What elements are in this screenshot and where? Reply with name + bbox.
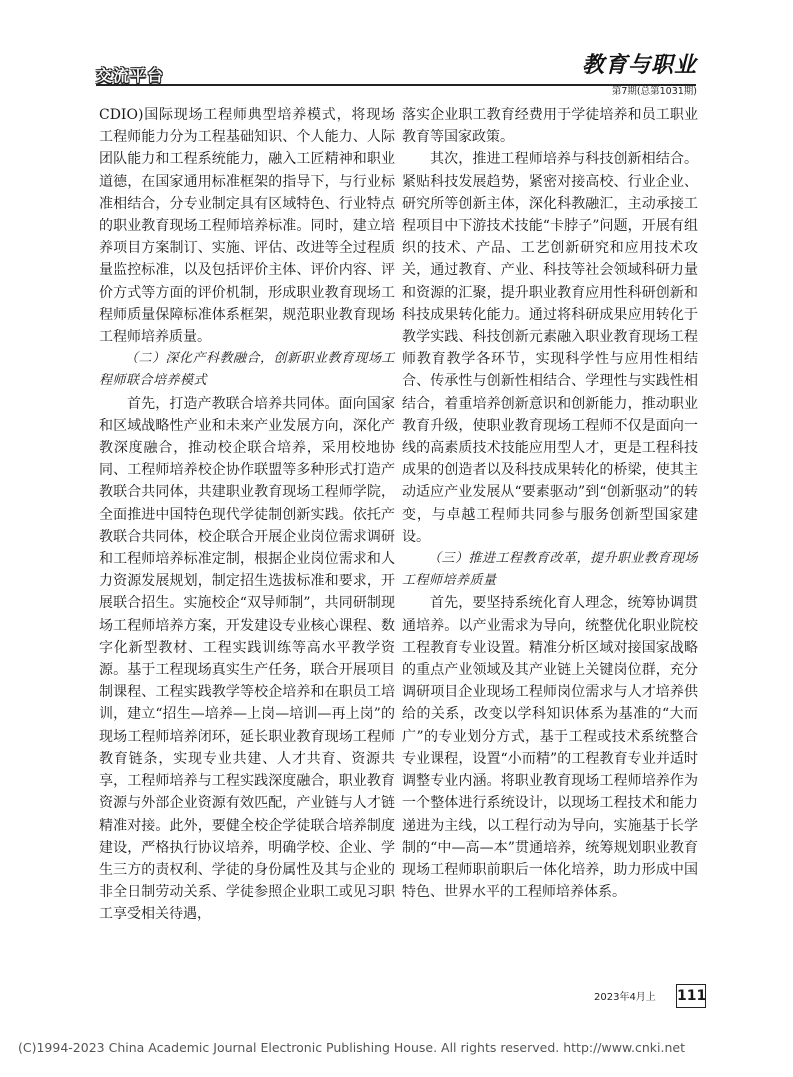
issue-info: 第7期(总第1031期) (611, 86, 697, 97)
page-number: 111 (676, 984, 706, 1008)
paragraph: 首先，打造产教联合培养共同体。面向国家和区域战略性产业和未来产业发展方向，深化产教深度融合，推动校企联合培养，采用校地协同、工程师培养校企协作联盟等多种形式打造产教联合共同体，共建职业教育现场工程师学院，全面推进中国特色现代学徒制创新实践。依托产教联合共同体，校企联合开展企业岗位需求调研和工程师培养标准定制，根据企业岗位需求和人力资源发展规划，制定招生选拔标准和要求，开展联合招生。实施校企“双导师制”，共同研制现场工程师培养方案，开发建设专业核心课程、数字化新型教材、工程实践训练等高水平教学资源。基于工程现场真实生产任务，联合开展项目制课程、工程实践教学等校企培养和在职员工培训，建立“招生—培养—上岗—培训—再上岗”的现场工程师培养闭环，延长职业教育现场工程师教育链条，实现专业共建、人才共育、资源共享，工程师培养与工程实践深度融合，职业教育资源与外部企业资源有效匹配，产业链与人才链精准对接。此外，要健全校企学徒联合培养制度建设，严格执行协议培养，明确学校、企业、学生三方的责权利、学徒的身份属性及其与企业的非全日制劳动关系、学徒参照企业职工或见习职工享受相关待遇， (99, 395, 395, 923)
paragraph: CDIO)国际现场工程师典型培养模式，将现场工程师能力分为工程基础知识、个人能力、人际团队能力和工程系统能力，融入工匠精神和职业道德，在国家通用标准框架的指导下，与行业标准相结合，分专业制定具有区域特色、行业特点的职业教育现场工程师培养标准。同时，建立培养项目方案制订、实施、评估、改进等全过程质量监控标准，以及包括评价主体、评价内容、评价方式等方面的评价机制，形成职业教育现场工程师质量保障标准体系框架，规范职业教育现场工程师培养质量。 (99, 107, 395, 346)
journal-name: 教育与职业 (581, 52, 697, 78)
left-column (99, 104, 395, 926)
issue-date: 2023年4月上 (594, 992, 656, 1003)
right-column (402, 104, 698, 903)
header-rule (96, 84, 696, 86)
section-heading: （二）深化产科教融合，创新职业教育现场工程师联合培养模式 (99, 351, 396, 389)
paragraph: 其次，推进工程师培养与科技创新相结合。紧贴科技发展趋势，紧密对接高校、行业企业、研究所等创新主体，深化科教融汇，主动承接工程项目中下游技术技能“卡脖子”问题，开展有组织的技术、产品、工艺创新研究和应用技术攻关，通过教育、产业、科技等社会领域科研力量和资源的汇聚，提升职业教育应用性科研创新和科技成果转化能力。通过将科研成果应用转化于教学实践、科技创新元素融入职业教育现场工程师教育教学各环节，实现科学性与应用性相结合、传承性与创新性相结合、学理性与实践性相结合，着重培养创新意识和创新能力，推动职业教育升级，使职业教育现场工程师不仅是面向一线的高素质技术技能应用型人才，更是工程科技成果的创造者以及科技成果转化的桥梁，使其主动适应产业发展从“要素驱动”到“创新驱动”的转变，与卓越工程师共同参与服务创新型国家建设。 (402, 151, 698, 545)
copyright-notice: (C)1994-2023 China Academic Journal Electronic Publishing House. All rights reserved. http://www.cnki.net (18, 1040, 685, 1055)
section-tag: 交流平台 (96, 66, 165, 85)
section-heading: （三）推进工程教育改革，提升职业教育现场工程师培养质量 (402, 551, 699, 589)
paragraph: 落实企业职工教育经费用于学徒培养和员工职业教育等国家政策。 (402, 107, 698, 146)
paragraph: 首先，要坚持系统化育人理念，统筹协调贯通培养。以产业需求为导向，统整优化职业院校工程教育专业设置。精准分析区域对接国家战略的重点产业领域及其产业链上关键岗位群，充分调研项目企业现场工程师岗位需求与人才培养供给的关系，改变以学科知识体系为基准的“大而广”的专业划分方式，基于工程或技术系统整合专业课程，设置“小而精”的工程教育专业并适时调整专业内涵。将职业教育现场工程师培养作为一个整体进行系统设计，以现场工程技术和能力递进为主线，以工程行动为导向，实施基于长学制的“中—高—本”贯通培养，统筹规划职业教育现场工程师职前职后一体化培养，助力形成中国特色、世界水平的工程师培养体系。 (402, 595, 698, 901)
page-header (0, 0, 793, 100)
